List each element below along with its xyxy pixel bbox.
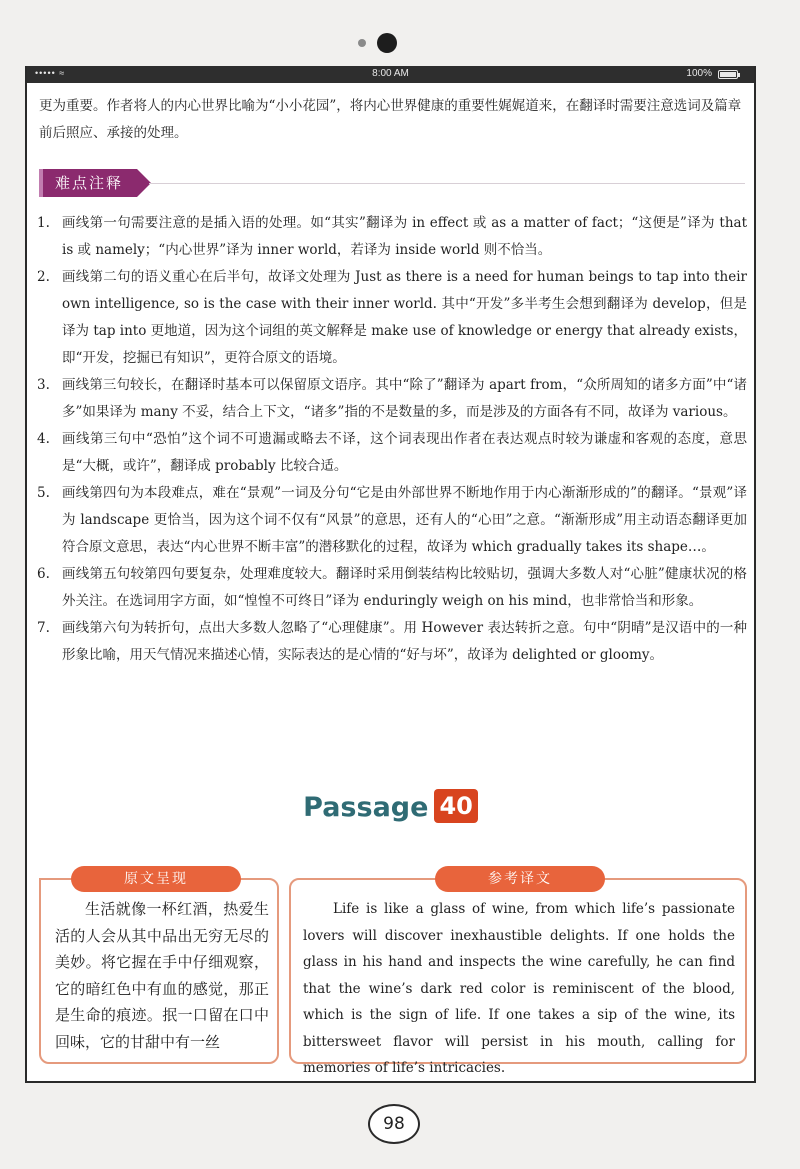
camera-dot [377, 33, 397, 53]
original-text: 生活就像一杯红酒，热爱生活的人会从其中品出无穷无尽的美妙。将它握在手中仔细观察，它的暗红色中有血的感觉，那正是生命的痕迹。抿一口留在口中回味，它的甘甜中有一丝 [55, 900, 269, 1051]
status-bar [27, 66, 754, 83]
battery-icon [718, 70, 738, 79]
original-title: 原文呈现 [71, 866, 241, 892]
page-number: 98 [368, 1104, 420, 1144]
signal-wifi-icon: ••••• ≈ [35, 68, 66, 78]
note-item: 2. 画线第二句的语义重心在后半句，故译文处理为 Just as there is a need for human beings to tap into their own intelligence, so is the case with their inner world. 其中“开发”多半考生会想到翻译为 develop，但是译为 tap into 更地道，因为这个词组的英文解释是 make use of knowledge or energy that already exists，即“开发，挖掘已有知识”，更符合原文的语境。 [37, 269, 747, 366]
battery-percent: 100% [686, 68, 712, 79]
note-item: 5. 画线第四句为本段难点，难在“景观”一词及分句“它是由外部世界不断地作用于内心渐渐形成的”的翻译。“景观”译为 landscape 更恰当，因为这个词不仅有“风景”的意思，还有人的“心田”之意。“渐渐形成”用主动语态翻译更加符合原文意思，表达“内心世界不断丰富”的潜移默化的过程，故译为 which gradually takes its shape…。 [37, 485, 747, 555]
notes-list [37, 210, 747, 669]
intro-paragraph: 更为重要。作者将人的内心世界比喻为“小小花园”，将内心世界健康的重要性娓娓道来，在翻译时需要注意选词及篇章前后照应、承接的处理。 [39, 98, 742, 141]
translation-box [289, 871, 747, 1076]
passage-heading [27, 789, 754, 823]
note-item: 6. 画线第五句较第四句要复杂，处理难度较大。翻译时采用倒装结构比较贴切，强调大多数人对“心脏”健康状况的格外关注。在选词用字方面，如“惶惶不可终日”译为 enduringly weigh on his mind，也非常恰当和形象。 [37, 566, 747, 609]
note-item: 7. 画线第六句为转折句，点出大多数人忽略了“心理健康”。用 However 表达转折之意。句中“阴晴”是汉语中的一种形象比喻，用天气情况来描述心情，实际表达的是心情的“好与坏”，故译为 delighted or gloomy。 [37, 620, 747, 663]
original-text-box [39, 871, 279, 1064]
note-item: 1. 画线第一句需要注意的是插入语的处理。如“其实”翻译为 in effect 或 as a matter of fact；“这便是”译为 that is 或 namely；“内心世界”译为 inner world，若译为 inside world 则不恰当。 [37, 215, 747, 258]
passage-number-badge: 40 [434, 789, 477, 823]
device-camera [358, 33, 418, 53]
notes-banner [39, 169, 745, 199]
status-time: 8:00 AM [372, 68, 409, 79]
passage-label: Passage [303, 792, 429, 823]
translation-title: 参考译文 [435, 866, 605, 892]
translation-text: Life is like a glass of wine, from which life’s passionate lovers will discover inexhaustible delights. If one holds the glass in his hand and inspects the wine carefully, he can find that the wine’s dark red color is reminiscent of the blood, which is the sign of life. If one takes a sip of the wine, its bittersweet flavor will persist in his mouth, calling for memories of life’s intricacies. [303, 901, 735, 1076]
banner-divider [149, 183, 745, 184]
sensor-dot [358, 39, 366, 47]
note-item: 4. 画线第三句中“恐怕”这个词不可遗漏或略去不译，这个词表现出作者在表达观点时较为谦虚和客观的态度，意思是“大概，或许”，翻译成 probably 比较合适。 [37, 431, 747, 474]
note-item: 3. 画线第三句较长，在翻译时基本可以保留原文语序。其中“除了”翻译为 apart from，“众所周知的诸多方面”中“诸多”如果译为 many 不妥，结合上下文，“诸多”指的不是数量的多，而是涉及的方面各有不同，故译为 various。 [37, 377, 747, 420]
notes-title: 难点注释 [39, 169, 137, 197]
tablet-screen [25, 66, 756, 1083]
